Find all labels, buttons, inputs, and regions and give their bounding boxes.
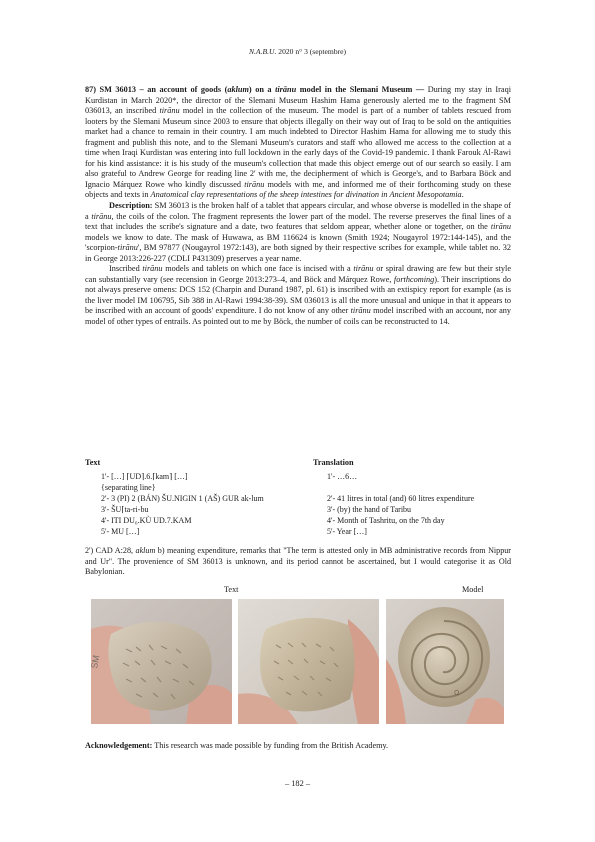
p3-term2: tirānu (353, 264, 374, 274)
text-line: {separating line} (101, 483, 156, 492)
p2-term3: tirānu (117, 243, 138, 253)
article-number: 87) (85, 85, 96, 94)
tablet-reverse-photo-2 (238, 599, 379, 724)
p1-d: . (461, 190, 464, 200)
translation-heading: Translation (313, 458, 354, 467)
text-line: 4'- ITI DU₆.KÙ UD.7.KAM (101, 516, 192, 525)
issue-info: 2020 n° 3 (septembre) (278, 47, 347, 56)
article-title-c: model in the Slemani Museum — (296, 85, 425, 94)
text-line: 2'- 3 (PI) 2 (BÁN) ŠU.NIGIN 1 (AŠ) GUR ak-lum (101, 494, 264, 503)
p3-a: Inscribed (109, 264, 143, 274)
p2-term2: tirānu (490, 222, 511, 232)
p2-a: SM 36013 is the broken half of a tablet that appears circular, and whose obverse is modelled in the shape of a (85, 201, 511, 221)
p3-term3: forthcoming (393, 274, 435, 284)
p2-term: tirānu (91, 211, 112, 221)
p2-b: , the coils of the colon. The fragment represents the lower part of the model. The reverse preserves the final lines of a text that includes the scribe's signature and a date, two features that seldom appear, whether alone or together, on the (85, 211, 511, 232)
description-label: Description: (109, 201, 153, 211)
page-number: – 182 – (284, 779, 311, 788)
article-title-term1: aklum (227, 85, 249, 94)
p3-term4: tirānu (350, 306, 371, 316)
svg-text:Ω: Ω (454, 690, 460, 697)
p2-c: models we know to date. The mask of Huwawa, as BM 116624 is known (Smith 1924; Nougayrol 1972:144-145), and the 'scorpion- (85, 232, 511, 253)
text-line: 3'- ŠU⌈ta-ri-bu (101, 505, 149, 514)
note-term: aklum (135, 546, 156, 555)
p1-c: models with me, and informed me of their forthcoming study on these objects and texts in (85, 179, 511, 200)
translation-line: 2'- 41 litres in total (and) 60 litres expenditure (327, 494, 475, 503)
translation-line: 3'- (by) the hand of Taribu (327, 505, 412, 514)
translation-line: 1'- …6… (327, 472, 358, 481)
p1-a: During my stay in Iraqi Kurdistan in March 2020*, the director of the Slemani Museum Hashim Hama generously alerted me to the fragment SM 036013, an inscribed (85, 85, 512, 116)
paragraph-intro (85, 85, 511, 201)
paragraph-description (85, 201, 511, 264)
p1-term: tirānu (159, 106, 180, 116)
journal-name: N.A.B.U. (248, 47, 277, 56)
tablet-model-photo (386, 599, 504, 724)
photo-caption-text: Text (224, 585, 239, 594)
p2-d: ', BM 97877 (Nougayrol 1972:143), are both signed by their respective scribes for example, while tablet no. 32 in George 2013:226-227 (CDLI P431309) preserves a year name. (85, 243, 511, 263)
photo-caption-model: Model (462, 585, 484, 594)
p1-term2: tirānu (244, 179, 265, 189)
article-title-b: ) on a (248, 85, 276, 94)
p3-c: or spiral drawing are few but their style can substantially vary (see recension in George 2013:273–4, and Böck and Márquez Rowe, (85, 264, 511, 284)
translation-line: 4'- Month of Tashritu, on the 7th day (327, 516, 445, 525)
note-a: 2') CAD A:28, (85, 546, 136, 555)
p3-b: models and tablets on which one face is incised with a (162, 264, 354, 274)
text-line: 5'- MU […] (101, 527, 140, 536)
article-title-term2: tirānu (275, 85, 297, 94)
p1-b: model in the collection of the museum. The model is part of a number of tablets rescued from looters by the Slemani Museum since 2003 to ensure that objects illegally on their way out of Iraq to be sold on the antiquities market had a chance to remain in their country. I am much indebted to Director Hashim Hama for allowing me to study this fragment and publish this note, and to the Slemani Museum's curators and staff who allowed me access to the collection at a time when Iraqi Kurdistan was entering into full lockdown in the early days of the Covid-19 pandemic. I thank Farouk Al-Rawi for his kind assistance: it is his study of the museum's collection that made this object emerge out of our search so easily. I am also grateful to Andrew George for reading line 2' with me, the decipherment of which is George's, and to Barbara Böck and Ignacio Márquez Rowe who kindly discussed (85, 106, 511, 189)
text-heading: Text (85, 458, 101, 467)
svg-text:SM: SM (89, 654, 102, 670)
text-line: 1'- […] ⌈UD⌉.6.⌈kam⌉ […] (101, 472, 188, 481)
ack-label: Acknowledgement: (85, 741, 153, 750)
ack-text: This research was made possible by funding from the British Academy. (152, 741, 389, 750)
running-header (0, 47, 595, 56)
article-body (85, 85, 511, 328)
line-note (85, 546, 511, 578)
p3-e: model inscribed with an account, nor any model of other types of entrails. As pointed out to me by Böck, the number of coils can be reconstructed to 14. (85, 306, 511, 327)
p1-book-title: Anatomical clay representations of the sheep intestines for divination in Ancient Mesopotamia (150, 190, 462, 200)
paragraph-inscribed (85, 264, 511, 327)
article-title-a: SM 36013 – an account of goods ( (99, 85, 228, 94)
tablet-reverse-photo-1 (91, 599, 232, 724)
p3-term: tirānu (142, 264, 163, 274)
acknowledgement (85, 741, 511, 750)
note-b: b) meaning expenditure, remarks that "The term is attested only in MB administrative records from Nippur and Ur". The provenience of SM 36013 is unknown, and its period cannot be ascertained, but I would categorise it as Old Babylonian. (85, 546, 511, 576)
translation-line: 5'- Year […] (327, 527, 367, 536)
p3-d: ). Their inscriptions do not always preserve omens: DCS 152 (Charpin and Durand 1987, pl. 61) is inscribed with an extispicy report for example (as is the liver model IM 106795, Sib 388 in Al-Rawi 1994:38-39). SM 036013 is all the more unusual and unique in that it appears to be inscribed with an account of goods' expenditure. I do not know of any other (85, 274, 511, 316)
